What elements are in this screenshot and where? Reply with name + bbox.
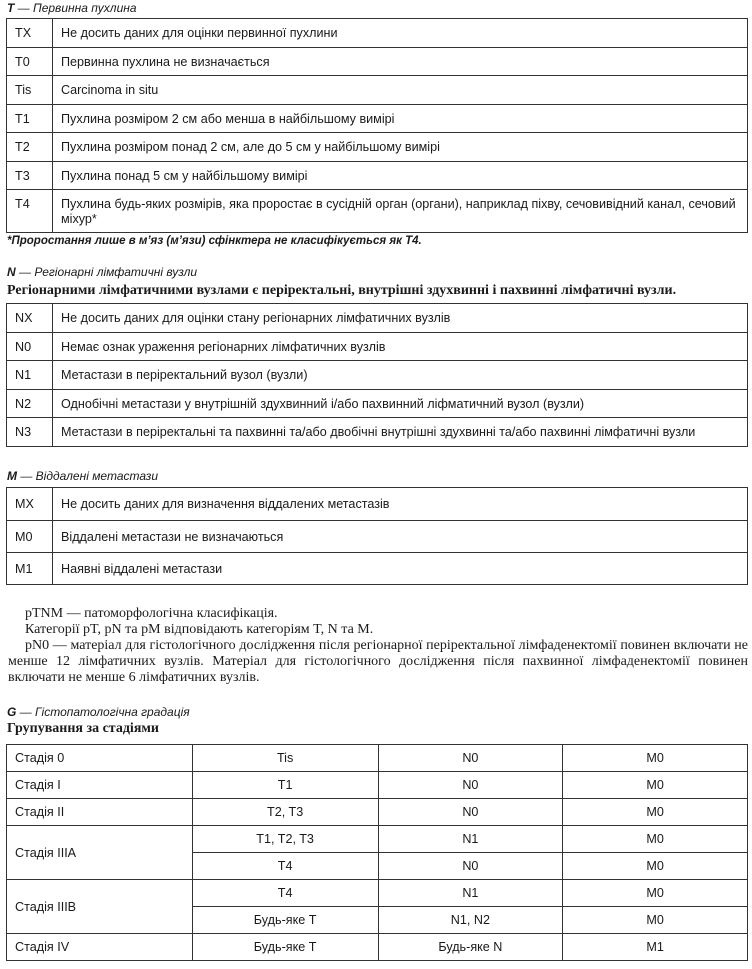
t-description: Пухлина понад 5 см у найбільшому вимірі [53, 162, 748, 190]
n-section-title [7, 265, 197, 279]
table-row [7, 826, 748, 853]
t-description: Первинна пухлина не визначається [53, 48, 748, 76]
stage-t-cell: T1, T2, T3 [192, 826, 378, 853]
stages-title: Групування за стадіями [7, 721, 159, 736]
ptnm-paragraph: pTNM — патоморфологічна класифікація. [25, 606, 278, 621]
table-row [7, 333, 748, 361]
m-code: M0 [7, 521, 53, 553]
table-row [7, 553, 748, 585]
t-classification-table [6, 18, 748, 233]
n-description: Метастази в періректальний вузол (вузли) [53, 361, 748, 390]
t-code: T3 [7, 162, 53, 190]
m-description: Не досить даних для визначення віддалених метастазів [53, 488, 748, 521]
table-row [7, 190, 748, 233]
n-code: N3 [7, 418, 53, 447]
table-row [7, 390, 748, 418]
table-row [7, 304, 748, 333]
table-row [7, 880, 748, 907]
n-code: N1 [7, 361, 53, 390]
t-code: T0 [7, 48, 53, 76]
t-code: T4 [7, 190, 53, 233]
stage-cell: Стадія IV [7, 934, 193, 961]
t-description: Не досить даних для оцінки первинної пухлини [53, 19, 748, 48]
n-description: Не досить даних для оцінки стану регіонарних лімфатичних вузлів [53, 304, 748, 333]
stage-m-cell: M0 [563, 799, 748, 826]
t-description: Пухлина розміром 2 см або менша в найбільшому вимірі [53, 105, 748, 133]
n-section-letter: N [7, 265, 16, 279]
t-description: Carcinoma in situ [53, 76, 748, 105]
ptnm-paragraph: Категорії pT, pN та pM відповідають категоріям T, N та M. [25, 622, 374, 637]
stage-cell: Стадія IIIA [7, 826, 193, 880]
n-section-subtitle: Регіонарними лімфатичними вузлами є періректальні, внутрішні здухвинні і пахвинні лімфатичні вузли. [7, 283, 677, 298]
t-code: T1 [7, 105, 53, 133]
n-section-title-text: — Регіонарні лімфатичні вузли [15, 265, 198, 279]
m-section-title-text: — Віддалені метастази [17, 469, 159, 483]
stage-t-cell: T4 [192, 853, 378, 880]
table-row [7, 105, 748, 133]
n-description: Однобічні метастази у внутрішній здухвинний і/або пахвинний ліфматичний вузол (вузли) [53, 390, 748, 418]
t-description: Пухлина будь-яких розмірів, яка проростає в сусідній орган (органи), наприклад піхву, сечовивідний канал, сечовий міхур* [53, 190, 748, 233]
table-row [7, 418, 748, 447]
g-section-title [7, 705, 190, 719]
n-code: N2 [7, 390, 53, 418]
n-description: Немає ознак ураження регіонарних лімфатичних вузлів [53, 333, 748, 361]
m-section-title [7, 469, 158, 483]
stage-cell: Стадія 0 [7, 745, 193, 772]
stage-n-cell: N0 [378, 772, 563, 799]
stage-m-cell: M0 [563, 826, 748, 853]
table-row [7, 745, 748, 772]
stage-t-cell: T4 [192, 880, 378, 907]
stage-m-cell: M1 [563, 934, 748, 961]
t-code: Tis [7, 76, 53, 105]
ptnm-paragraph: pN0 — матеріал для гістологічного дослідження після регіонарної періректальної лімфаденектомії повинен включати не менше 12 лімфатичних вузлів. Матеріал для гістологічного дослідження після пахвинної лімфаденектомії повинен включати не менше 6 лімфатичних вузлів. [8, 638, 748, 685]
stage-m-cell: M0 [563, 772, 748, 799]
stage-m-cell: M0 [563, 745, 748, 772]
stage-t-cell: T2, T3 [192, 799, 378, 826]
stage-t-cell: Будь-яке T [192, 907, 378, 934]
table-row [7, 76, 748, 105]
stage-n-cell: N0 [378, 799, 563, 826]
table-row [7, 133, 748, 162]
stage-n-cell: N1 [378, 880, 563, 907]
m-description: Віддалені метастази не визначаються [53, 521, 748, 553]
n-code: NX [7, 304, 53, 333]
stage-cell: Стадія IIIB [7, 880, 193, 934]
n-classification-table [6, 303, 748, 447]
table-row [7, 361, 748, 390]
stage-n-cell: N0 [378, 745, 563, 772]
t-code: T2 [7, 133, 53, 162]
stage-m-cell: M0 [563, 907, 748, 934]
stage-t-cell: Будь-яке T [192, 934, 378, 961]
stage-n-cell: N1, N2 [378, 907, 563, 934]
t-footnote: *Проростання лише в м’яз (м’язи) сфінктера не класифікується як T4. [7, 235, 422, 247]
g-section-title-text: — Гістопатологічна градація [16, 705, 190, 719]
t-code: TX [7, 19, 53, 48]
m-code: MX [7, 488, 53, 521]
table-row [7, 934, 748, 961]
t-section-letter: T [7, 1, 15, 15]
table-row [7, 162, 748, 190]
stage-t-cell: T1 [192, 772, 378, 799]
stage-m-cell: M0 [563, 853, 748, 880]
n-description: Метастази в періректальні та пахвинні та/або двобічні внутрішні здухвинні та/або пахвинні лімфатичні вузли [53, 418, 748, 447]
m-section-letter: M [7, 469, 17, 483]
stage-cell: Стадія II [7, 799, 193, 826]
ptnm-notes [8, 606, 748, 686]
table-row [7, 772, 748, 799]
stage-grouping-table [6, 744, 748, 961]
table-row [7, 19, 748, 48]
table-row [7, 521, 748, 553]
stage-n-cell: Будь-яке N [378, 934, 563, 961]
stage-n-cell: N1 [378, 826, 563, 853]
m-classification-table [6, 487, 748, 585]
n-code: N0 [7, 333, 53, 361]
t-section-title-text: — Первинна пухлина [14, 1, 137, 15]
m-description: Наявні віддалені метастази [53, 553, 748, 585]
stage-t-cell: Tis [192, 745, 378, 772]
stage-n-cell: N0 [378, 853, 563, 880]
t-description: Пухлина розміром понад 2 см, але до 5 см у найбільшому вимірі [53, 133, 748, 162]
m-code: M1 [7, 553, 53, 585]
t-section-title [7, 1, 137, 15]
table-row [7, 799, 748, 826]
stage-m-cell: M0 [563, 880, 748, 907]
table-row [7, 488, 748, 521]
table-row [7, 48, 748, 76]
g-section-letter: G [7, 705, 17, 719]
stage-cell: Стадія I [7, 772, 193, 799]
